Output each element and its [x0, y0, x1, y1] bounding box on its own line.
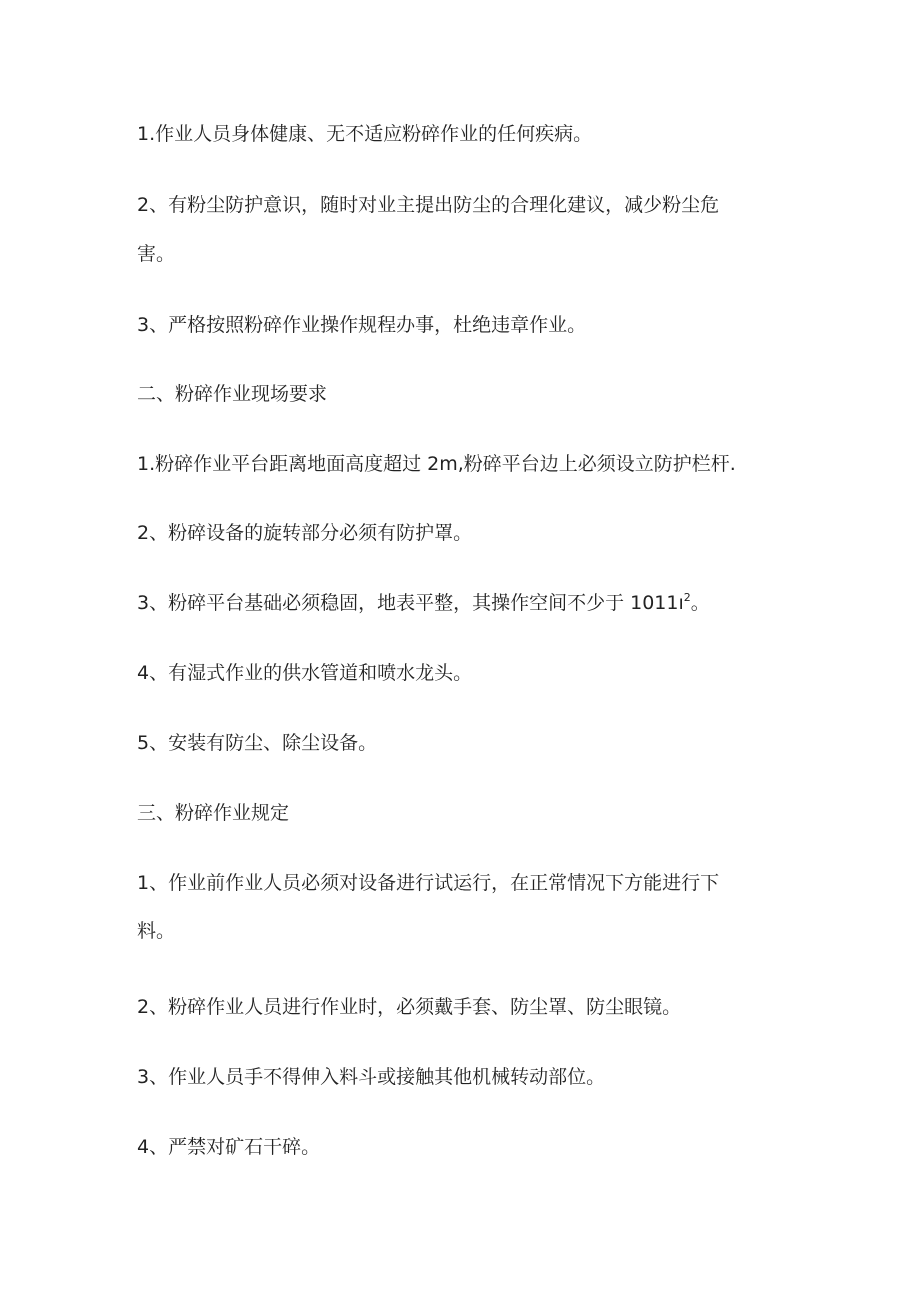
- paragraph-operation-rule-4: 4、严禁对矿石干碎。: [137, 1136, 321, 1158]
- site-requirement-3-text: 3、粉碎平台基础必须稳固，地表平整，其操作空间不少于 1011ı: [137, 592, 684, 614]
- paragraph-operation-rule-3: 3、作业人员手不得伸入料斗或接触其他机械转动部位。: [137, 1066, 606, 1088]
- paragraph-requirement-3: 3、严格按照粉碎作业操作规程办事，杜绝违章作业。: [137, 314, 587, 336]
- paragraph-site-requirement-2: 2、粉碎设备的旋转部分必须有防护罩。: [137, 522, 473, 544]
- section-heading-operation-rules: 三、粉碎作业规定: [137, 802, 290, 824]
- section-heading-site-requirements: 二、粉碎作业现场要求: [137, 383, 328, 405]
- paragraph-requirement-1: 1.作业人员身体健康、无不适应粉碎作业的任何疾病。: [137, 123, 593, 145]
- site-requirement-3-end: 。: [690, 592, 710, 614]
- paragraph-requirement-2-line-1: 2、有粉尘防护意识，随时对业主提出防尘的合理化建议，减少粉尘危: [137, 194, 720, 216]
- paragraph-requirement-2-line-2: 害。: [137, 243, 176, 265]
- paragraph-operation-rule-1-line-2: 料。: [137, 920, 176, 942]
- paragraph-site-requirement-3: [137, 591, 710, 615]
- paragraph-operation-rule-1-line-1: 1、作业前作业人员必须对设备进行试运行，在正常情况下方能进行下: [137, 872, 720, 894]
- paragraph-site-requirement-5: 5、安装有防尘、除尘设备。: [137, 732, 378, 754]
- superscript: 2: [683, 591, 691, 604]
- paragraph-site-requirement-4: 4、有湿式作业的供水管道和喷水龙头。: [137, 662, 473, 684]
- paragraph-operation-rule-2: 2、粉碎作业人员进行作业时，必须戴手套、防尘罩、防尘眼镜。: [137, 996, 682, 1018]
- paragraph-site-requirement-1: 1.粉碎作业平台距离地面高度超过 2m,粉碎平台边上必须设立防护栏杆.: [137, 453, 736, 475]
